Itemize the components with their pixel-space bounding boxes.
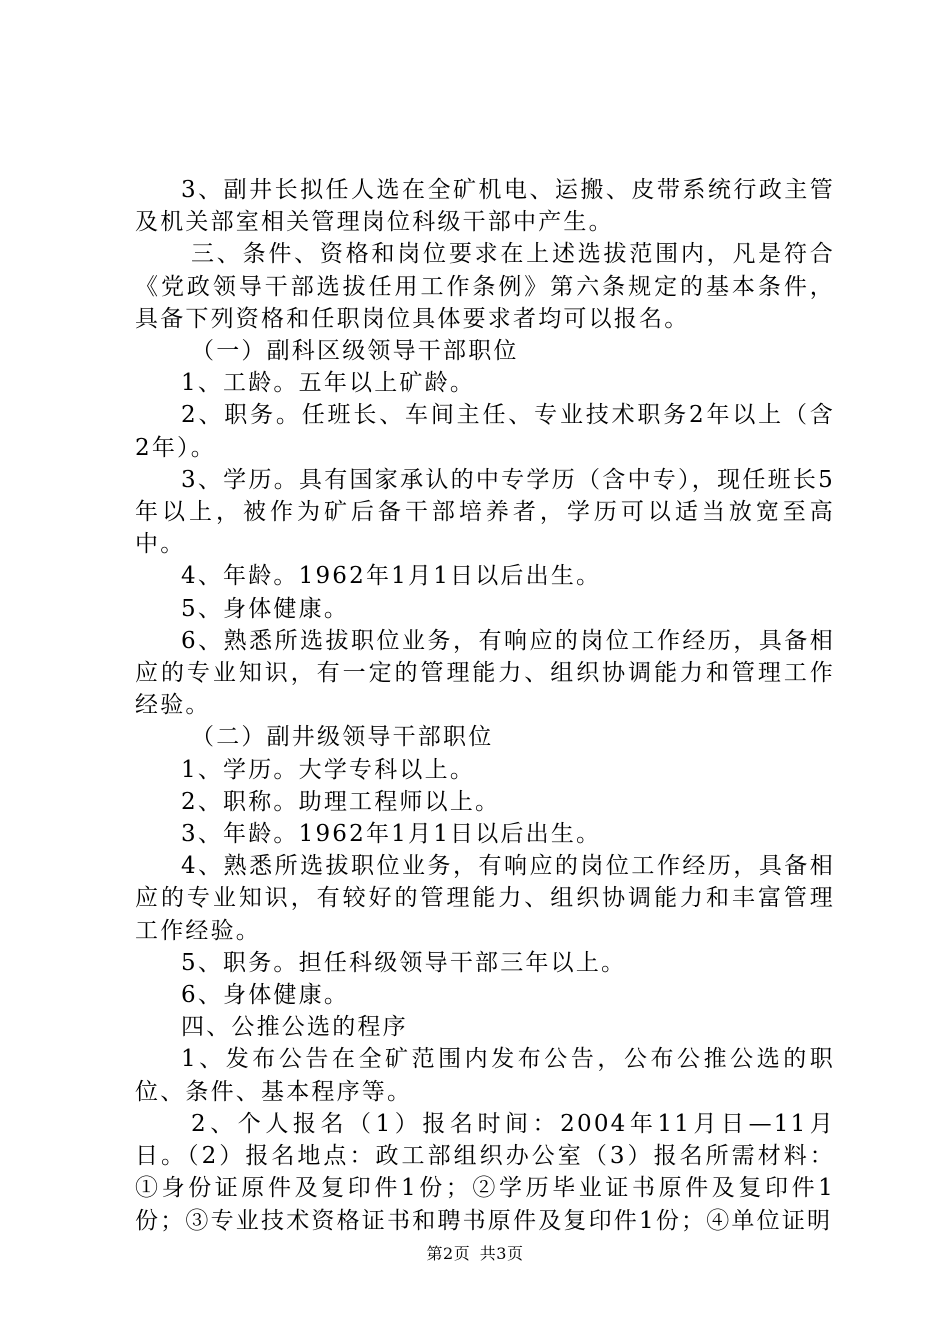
paragraph: 3、副井长拟任人选在全矿机电、运搬、皮带系统行政主管及机关部室相关管理岗位科级干部中产生。	[135, 177, 835, 236]
paragraph: 2、职称。助理工程师以上。	[181, 788, 501, 815]
paragraph: 3、年龄。1962年1月1日以后出生。	[181, 821, 602, 848]
paragraph: 5、职务。担任科级领导干部三年以上。	[181, 949, 627, 976]
paragraph: 三、条件、资格和岗位要求在上述选拔范围内，凡是符合《党政领导干部选拔任用工作条例》第六条规定的基本条件，具备下列资格和任职岗位具体要求者均可以报名。	[135, 241, 835, 332]
paragraph: 6、身体健康。	[181, 982, 350, 1009]
paragraph: 2、个人报名（1）报名时间：2004年11月日—11月日。（2）报名地点：政工部组织办公室（3）报名所需材料：①身份证原件及复印件1份；②学历毕业证书原件及复印件1份；③专业技术资格证书和聘书原件及复印件1份；④单位证明	[135, 1110, 835, 1234]
paragraph: 1、学历。大学专科以上。	[181, 756, 476, 783]
paragraph: 4、年龄。1962年1月1日以后出生。	[181, 563, 602, 590]
paragraph: 5、身体健康。	[181, 595, 350, 622]
page-number: 第2页	[426, 1244, 471, 1263]
paragraph: 1、发布公告在全矿范围内发布公告，公布公推公选的职位、条件、基本程序等。	[135, 1046, 835, 1105]
paragraph: 2、职务。任班长、车间主任、专业技术职务2年以上（含2年）。	[135, 402, 835, 461]
section-heading: （二）副井级领导干部职位	[191, 724, 494, 751]
paragraph: 4、熟悉所选拔职位业务，有响应的岗位工作经历，具备相应的专业知识，有较好的管理能力、组织协调能力和丰富管理工作经验。	[135, 853, 835, 944]
paragraph: 6、熟悉所选拔职位业务，有响应的岗位工作经历，具备相应的专业知识，有一定的管理能力、组织协调能力和管理工作经验。	[135, 627, 835, 719]
section-heading: 四、公推公选的程序	[181, 1014, 408, 1041]
section-heading: （一）副科区级领导干部职位	[191, 338, 519, 365]
document-body	[135, 174, 835, 1237]
page-footer	[0, 1244, 950, 1264]
paragraph: 1、工龄。五年以上矿龄。	[181, 370, 476, 397]
page-total: 共3页	[479, 1244, 524, 1263]
paragraph: 3、学历。具有国家承认的中专学历（含中专），现任班长5年以上，被作为矿后备干部培养者，学历可以适当放宽至高中。	[135, 466, 835, 558]
